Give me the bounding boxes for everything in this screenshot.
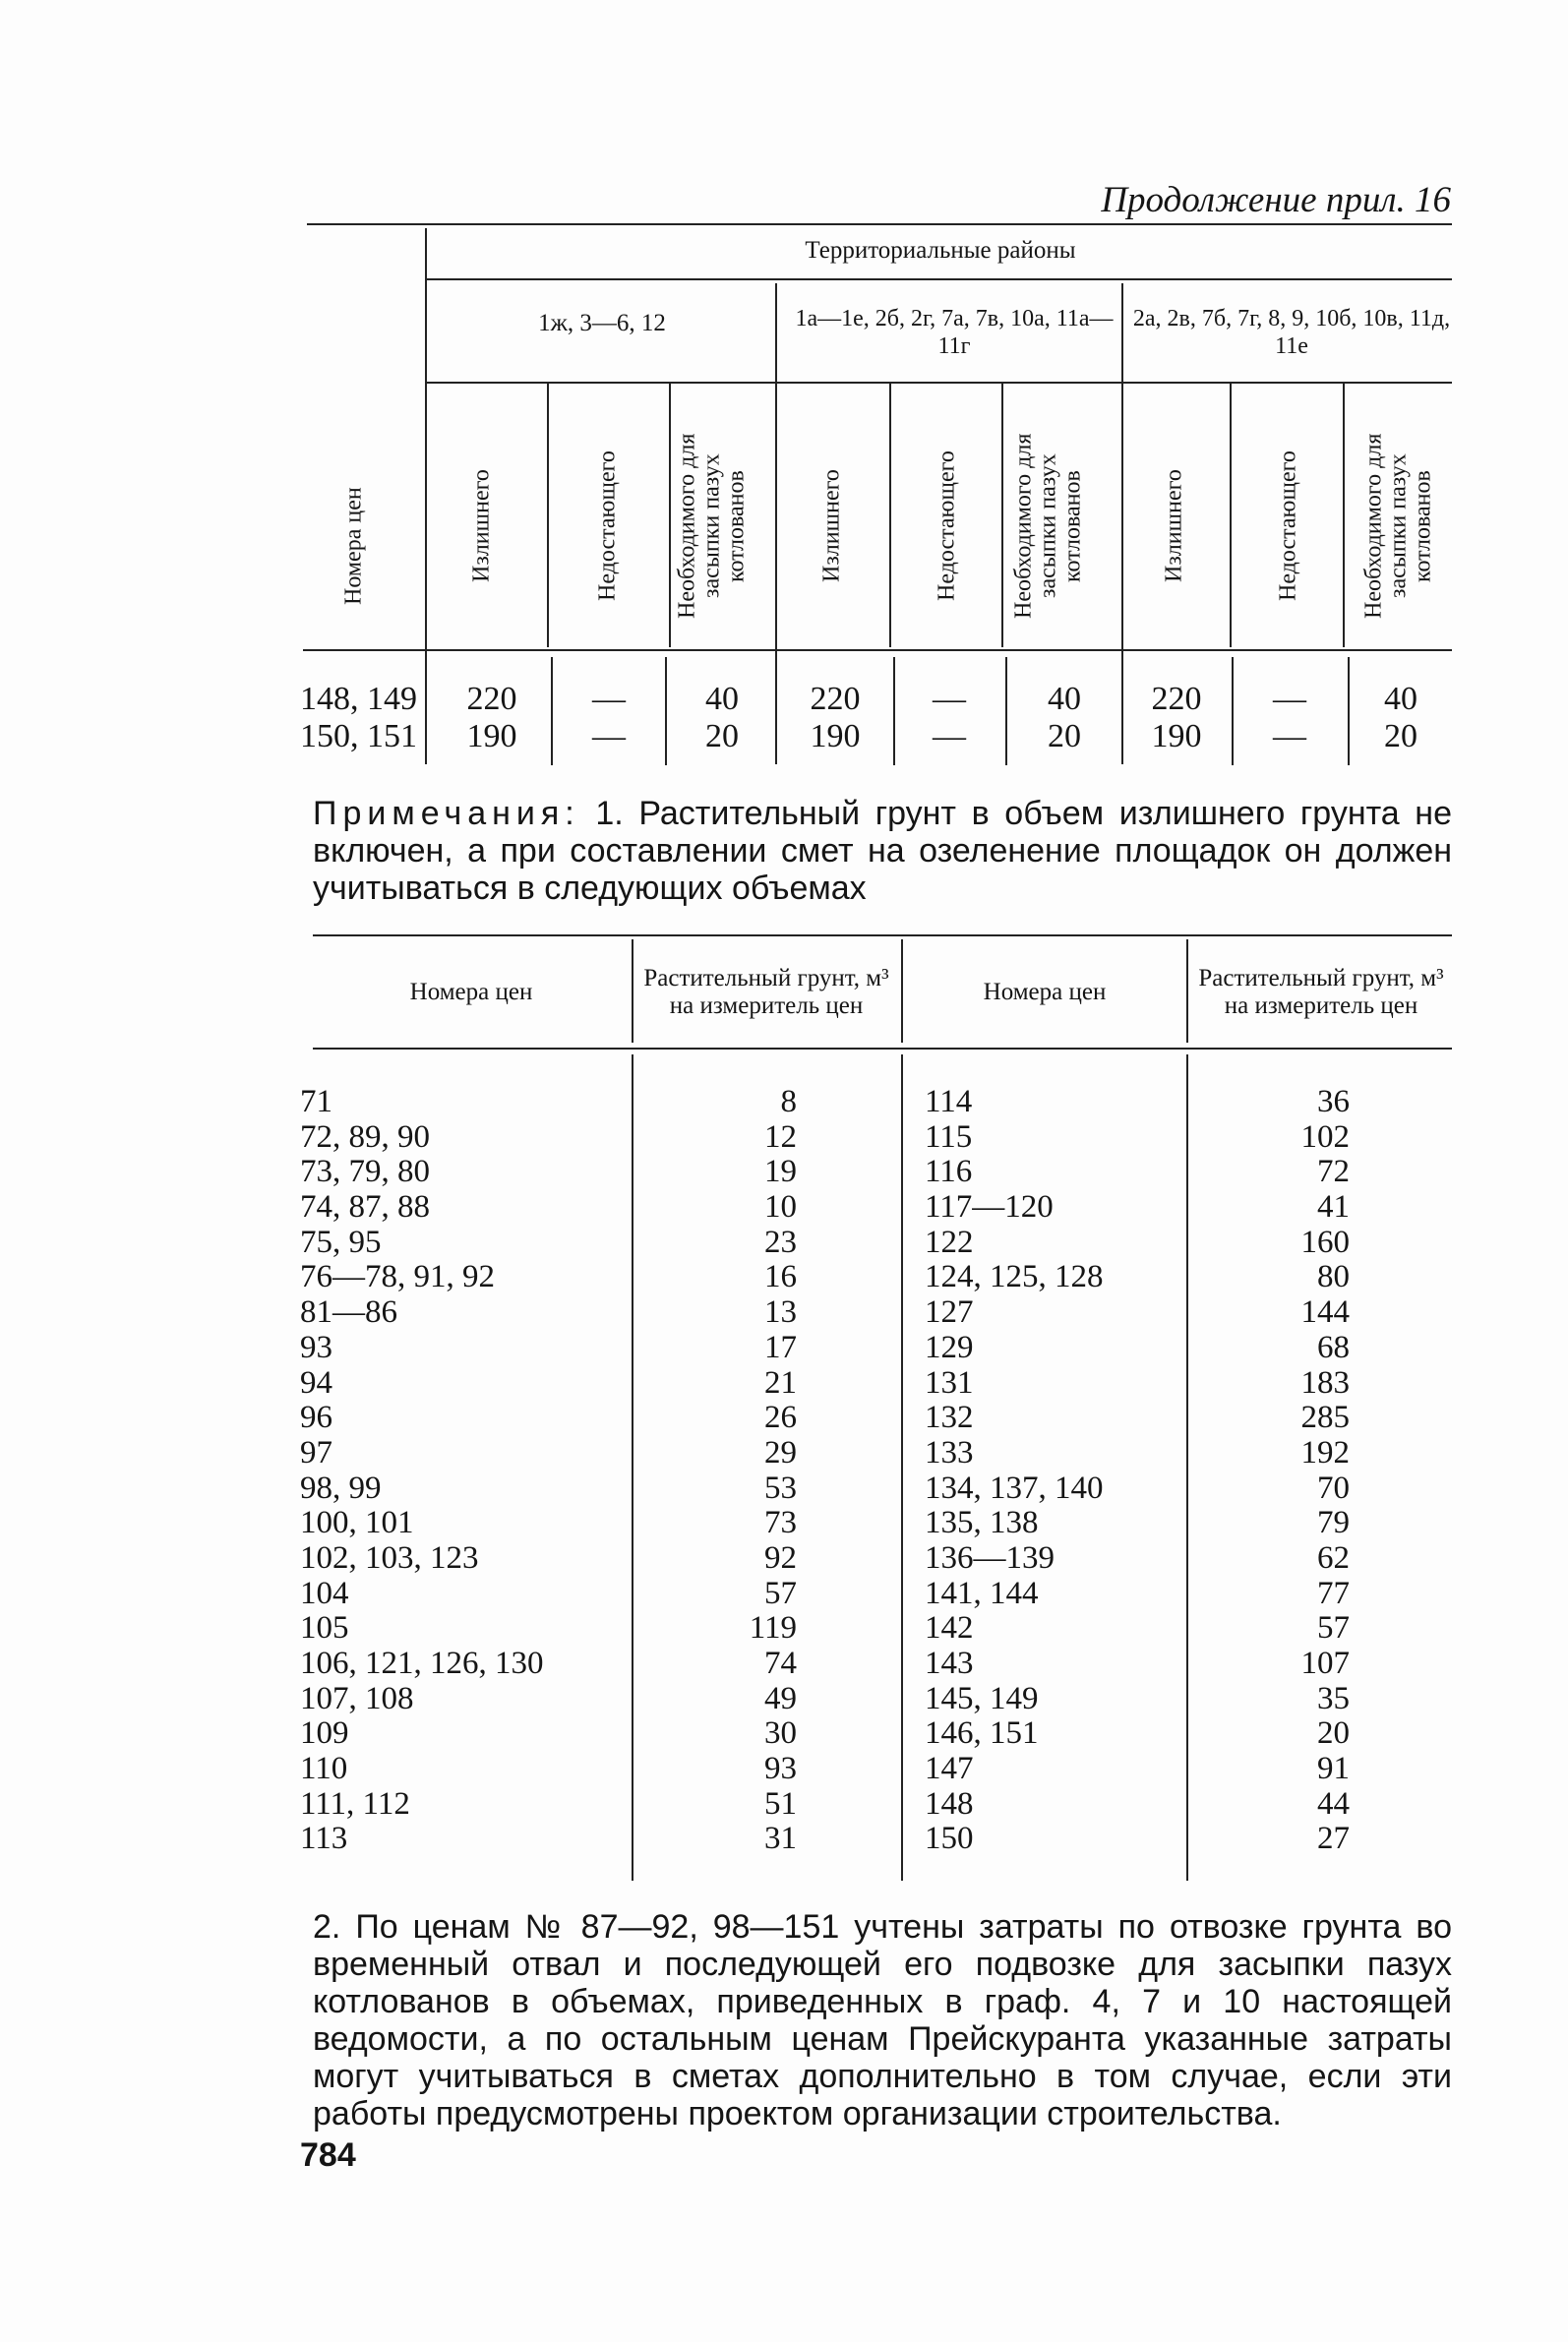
soil-volume-cell: 68 — [1317, 1329, 1350, 1365]
table2-vrule — [1186, 1054, 1188, 1881]
table1-cell: — — [1273, 681, 1306, 717]
price-code-cell: 71 — [300, 1084, 332, 1119]
subheader-backfill: Необходимого для засыпки пазух котлованов — [674, 433, 750, 620]
note-2-text: 2. По ценам № 87—92, 98—151 учтены затраты по отвозке грунта во временный отвал и последующей его подвозке для засыпки пазух котлованов в объемах, приведенных в граф. 4, 7 и 10 настоящей ведомости, а по остальным ценам Прейскуранта указанные затраты могут учитываться в сметах дополнительно в том случае, если эти работы предусмотрены проектом организации строительства. — [313, 1908, 1452, 2132]
table1-vrule — [1230, 384, 1232, 647]
table1-cell: 40 — [705, 681, 739, 717]
subheader-shortage: Недостающего — [1275, 450, 1301, 602]
price-code-cell: 122 — [925, 1224, 974, 1260]
soil-volume-cell: 73 — [764, 1505, 797, 1541]
subheader-backfill: Необходимого для засыпки пазух котлованов — [1360, 433, 1436, 620]
price-code-cell: 143 — [925, 1646, 974, 1681]
price-code-cell: 72, 89, 90 — [300, 1118, 430, 1155]
table1-vrule — [665, 657, 667, 765]
table1-cell: 40 — [1048, 681, 1081, 717]
group-header-3: 2а, 2в, 7б, 7г, 8, 9, 10б, 10в, 11д, 11е — [1132, 306, 1451, 359]
soil-volume-cell: 12 — [764, 1118, 797, 1155]
price-code-cell: 115 — [925, 1118, 973, 1155]
price-code-cell: 111, 112 — [300, 1785, 410, 1822]
price-code-cell: 131 — [925, 1364, 974, 1401]
subheader-shortage: Недостающего — [934, 450, 960, 602]
price-code-cell: 141, 144 — [925, 1575, 1039, 1611]
table2-header-codes: Номера цен — [409, 979, 533, 1005]
soil-volume-cell: 74 — [764, 1646, 797, 1681]
soil-volume-cell: 72 — [1317, 1154, 1350, 1190]
soil-volume-cell: 183 — [1300, 1364, 1350, 1401]
left-codes-column — [300, 1085, 625, 1857]
price-code-cell: 104 — [300, 1575, 349, 1611]
territorial-header: Территориальные районы — [805, 237, 1076, 264]
price-code-cell: 74, 87, 88 — [300, 1189, 430, 1226]
subheader-surplus: Излишнего — [468, 469, 495, 583]
price-code-cell: 94 — [300, 1364, 332, 1401]
table1-cell: — — [592, 718, 626, 754]
table1-cell: 190 — [466, 718, 517, 754]
subheader-shortage: Недостающего — [594, 450, 621, 602]
table1-rule-2 — [427, 278, 1452, 280]
continuation-title: Продолжение прил. 16 — [1101, 180, 1451, 220]
price-code-cell: 105 — [300, 1610, 349, 1647]
soil-volume-cell: 36 — [1317, 1084, 1350, 1119]
table1-vrule — [669, 384, 671, 647]
notes-label: Примечания: — [313, 795, 580, 832]
soil-volume-cell: 10 — [764, 1189, 797, 1226]
price-code-cell: 76—78, 91, 92 — [300, 1259, 495, 1295]
price-code-cell: 100, 101 — [300, 1505, 414, 1541]
group-header-1: 1ж, 3—6, 12 — [538, 310, 666, 336]
price-code-cell: 93 — [300, 1329, 332, 1365]
table2-top-rule — [313, 934, 1452, 936]
table1-vrule — [1343, 384, 1345, 647]
table1-cell: — — [1273, 718, 1306, 754]
table1-vrule — [547, 384, 549, 647]
table1-cell: 20 — [1048, 718, 1081, 754]
table1-cell: 190 — [1151, 718, 1202, 754]
soil-volume-cell: 29 — [764, 1434, 797, 1471]
soil-volume-cell: 192 — [1300, 1434, 1350, 1471]
soil-volume-cell: 119 — [749, 1610, 797, 1647]
soil-volume-cell: 160 — [1300, 1224, 1350, 1260]
price-code-cell: 134, 137, 140 — [925, 1470, 1104, 1506]
price-code-cell: 109 — [300, 1715, 349, 1752]
table1-vrule — [551, 657, 553, 765]
price-code-cell: 102, 103, 123 — [300, 1539, 479, 1576]
table1-cell: 220 — [466, 681, 517, 717]
subheader-backfill: Необходимого для засыпки пазух котлованов — [1010, 433, 1086, 620]
soil-volume-cell: 51 — [764, 1785, 797, 1822]
table1-vrule — [889, 384, 891, 647]
price-code-cell: 116 — [925, 1154, 973, 1190]
price-code-cell: 97 — [300, 1434, 332, 1471]
soil-volume-cell: 16 — [764, 1259, 797, 1295]
soil-volume-cell: 144 — [1300, 1294, 1350, 1331]
notes-paragraph — [313, 795, 1452, 907]
soil-volume-cell: 19 — [764, 1154, 797, 1190]
price-code-cell: 96 — [300, 1400, 332, 1436]
price-code-cell: 114 — [925, 1084, 973, 1119]
table2-header-soil: Растительный грунт, м³ на измеритель цен — [1198, 965, 1444, 1019]
soil-volume-cell: 285 — [1300, 1400, 1350, 1436]
soil-volume-cell: 70 — [1317, 1470, 1350, 1506]
right-codes-column — [925, 1085, 1180, 1857]
soil-volume-cell: 35 — [1317, 1680, 1350, 1716]
table1-row-code: 150, 151 — [300, 718, 417, 754]
price-code-cell: 81—86 — [300, 1294, 397, 1331]
soil-volume-cell: 62 — [1317, 1539, 1350, 1576]
table2-vrule — [901, 939, 903, 1043]
table1-cell: 20 — [705, 718, 739, 754]
soil-volume-cell: 23 — [764, 1224, 797, 1260]
price-code-cell: 133 — [925, 1434, 974, 1471]
price-code-cell: 98, 99 — [300, 1470, 382, 1506]
soil-volume-cell: 8 — [780, 1084, 797, 1119]
price-code-cell: 150 — [925, 1821, 974, 1857]
price-code-cell: 132 — [925, 1400, 974, 1436]
price-code-cell: 75, 95 — [300, 1224, 382, 1260]
table1-header-bottom-rule — [303, 649, 1452, 651]
soil-volume-cell: 20 — [1317, 1715, 1350, 1752]
soil-volume-cell: 92 — [764, 1539, 797, 1576]
price-code-cell: 110 — [300, 1751, 348, 1787]
price-code-cell: 124, 125, 128 — [925, 1259, 1104, 1295]
table2-vrule — [1186, 939, 1188, 1043]
price-code-cell: 136—139 — [925, 1539, 1055, 1576]
soil-volume-cell: 30 — [764, 1715, 797, 1752]
price-code-cell: 106, 121, 126, 130 — [300, 1646, 544, 1681]
price-code-cell: 73, 79, 80 — [300, 1154, 430, 1190]
table1-row-code: 148, 149 — [300, 681, 417, 717]
price-code-cell: 117—120 — [925, 1189, 1054, 1226]
soil-volume-cell: 53 — [764, 1470, 797, 1506]
soil-volume-cell: 21 — [764, 1364, 797, 1401]
table2-vrule — [901, 1054, 903, 1881]
subheader-surplus: Излишнего — [1161, 469, 1187, 583]
price-code-cell: 145, 149 — [925, 1680, 1039, 1716]
table1-vrule — [1001, 384, 1003, 647]
note-1-text: 1. Растительный грунт в объем излишнего грунта не включен, а при составлении смет на озеленение площадок он должен учитываться в следующих объемах — [313, 795, 1452, 907]
table1-vrule — [775, 283, 777, 764]
table1-rule-3 — [427, 382, 1452, 384]
price-code-cell: 127 — [925, 1294, 974, 1331]
table1-cell: — — [933, 718, 966, 754]
soil-volume-cell: 93 — [764, 1751, 797, 1787]
price-code-cell: 129 — [925, 1329, 974, 1365]
soil-volume-cell: 107 — [1300, 1646, 1350, 1681]
table1-top-rule — [307, 223, 1452, 225]
soil-volume-cell: 27 — [1317, 1821, 1350, 1857]
soil-volume-cell: 17 — [764, 1329, 797, 1365]
row-header-label: Номера цен — [340, 487, 367, 605]
table1-cell: 220 — [1151, 681, 1202, 717]
table1-cell: 220 — [810, 681, 861, 717]
soil-volume-cell: 57 — [764, 1575, 797, 1611]
price-code-cell: 135, 138 — [925, 1505, 1039, 1541]
page-number: 784 — [300, 2136, 356, 2174]
soil-volume-cell: 57 — [1317, 1610, 1350, 1647]
table2-vrule — [632, 939, 633, 1043]
price-code-cell: 148 — [925, 1785, 974, 1822]
soil-volume-cell: 49 — [764, 1680, 797, 1716]
soil-volume-cell: 77 — [1317, 1575, 1350, 1611]
left-values-column — [639, 1085, 797, 1857]
price-code-cell: 147 — [925, 1751, 974, 1787]
table1-vrule — [425, 228, 427, 764]
soil-volume-cell: 13 — [764, 1294, 797, 1331]
table1-cell: — — [592, 681, 626, 717]
price-code-cell: 107, 108 — [300, 1680, 414, 1716]
soil-volume-cell: 26 — [764, 1400, 797, 1436]
group-header-2: 1а—1е, 2б, 2г, 7а, 7в, 10а, 11а—11г — [795, 306, 1114, 359]
price-code-cell: 142 — [925, 1610, 974, 1647]
soil-volume-cell: 41 — [1317, 1189, 1350, 1226]
table2-header-soil: Растительный грунт, м³ на измеритель цен — [643, 965, 889, 1019]
soil-volume-cell: 44 — [1317, 1785, 1350, 1822]
table1-cell: 40 — [1384, 681, 1417, 717]
right-values-column — [1190, 1085, 1350, 1857]
soil-volume-cell: 102 — [1300, 1118, 1350, 1155]
soil-volume-cell: 80 — [1317, 1259, 1350, 1295]
subheader-surplus: Излишнего — [818, 469, 845, 583]
table2-header-rule — [313, 1048, 1452, 1050]
table1-cell: 20 — [1384, 718, 1417, 754]
table2-vrule — [632, 1054, 633, 1881]
table1-cell: 190 — [810, 718, 861, 754]
soil-volume-cell: 31 — [764, 1821, 797, 1857]
table2-header-codes: Номера цен — [983, 979, 1107, 1005]
price-code-cell: 146, 151 — [925, 1715, 1039, 1752]
table1-cell: — — [933, 681, 966, 717]
price-code-cell: 113 — [300, 1821, 348, 1857]
soil-volume-cell: 79 — [1317, 1505, 1350, 1541]
soil-volume-cell: 91 — [1317, 1751, 1350, 1787]
